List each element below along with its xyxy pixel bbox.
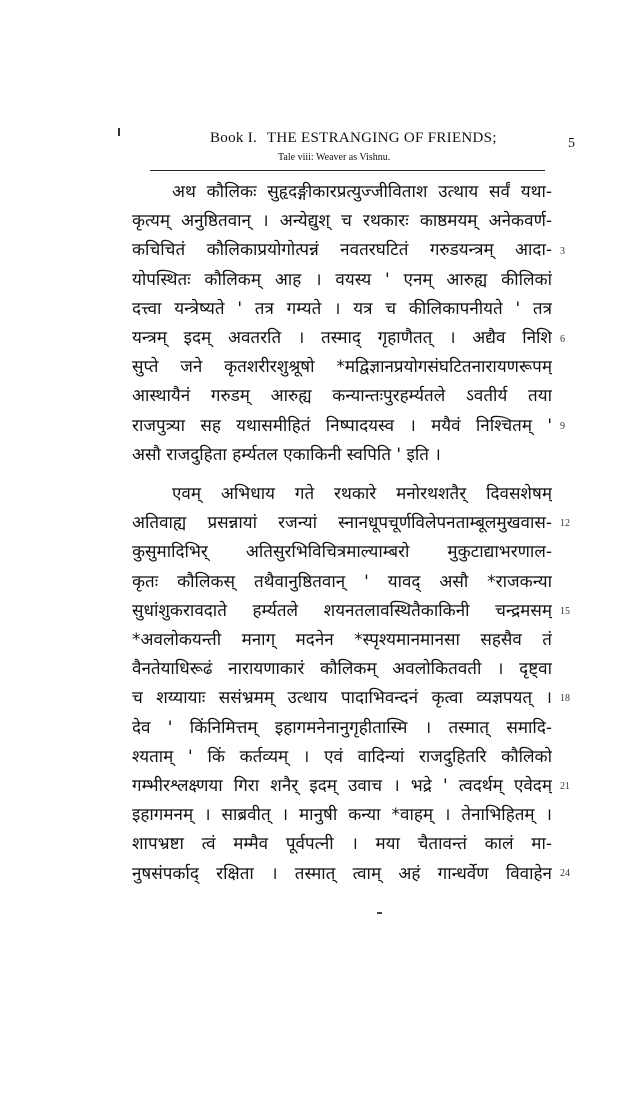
text-line: सुप्ते जने कृतशरीरशुश्रूषो *मद्विज्ञानप्रयोगसंघटितनारायणरूपम् [132, 357, 552, 378]
text-line: गम्भीरश्लक्ष्णया गिरा शनैर् इदम् उवाच । भद्रे ' त्वदर्थम् एवेदम् [132, 776, 552, 797]
text-line: यन्त्रम् इदम् अवतरति । तस्माद् गृहाणैतत् । अद्यैव निशि [132, 328, 552, 349]
line-number: 18 [560, 693, 570, 704]
text-line: इहागमनम् । साब्रवीत् । मानुषी कन्या *वाहम् । तेनाभिहितम् । [132, 805, 552, 826]
text-line: योपस्थितः कौलिकम् आह । वयस्य ' एनम् आरुह्य कीलिकां [132, 269, 552, 290]
text-line: एवम् अभिधाय गते रथकारे मनोरथशतैर् दिवसशेषम् [172, 484, 552, 505]
text-line: राजपुत्र्या सह यथासमीहितं निष्पादयस्व । मयैवं निश्चितम् ' [132, 415, 552, 436]
line-number: 6 [560, 334, 565, 345]
running-header [210, 130, 510, 147]
line-number: 21 [560, 781, 570, 792]
line-number: 3 [560, 246, 565, 257]
paragraph-gap [132, 470, 552, 480]
header-title: THE ESTRANGING OF FRIENDS; [266, 130, 497, 146]
text-line: श्यताम् ' किं कर्तव्यम् । एवं वादिन्यां राजदुहितरि कौलिको [132, 746, 552, 767]
text-line: असौ राजदुहिता हर्म्यतल एकाकिनी स्वपिति ' इति । [132, 444, 441, 465]
text-line: नुषसंपर्काद् रक्षिता । तस्मात् त्वाम् अहं गान्धर्वेण विवाहेन [132, 863, 552, 884]
text-line: आस्थायैनं गरुडम् आरुह्य कन्यान्तःपुरहर्म्यतले ऽवतीर्य तया [132, 386, 552, 407]
text-line: कृत्यम् अनुष्ठितवान् । अन्येद्युश् च रथकारः काष्ठमयम् अनेकवर्ण- [132, 211, 552, 232]
text-line: च शय्यायाः ससंभ्रमम् उत्थाय पादाभिवन्दनं कृत्वा व्यज्ञपयत् । [132, 688, 552, 709]
text-line: वैनतेयाधिरूढं नारायणाकारं कौलिकम् अवलोकितवती । दृष्ट्वा [132, 659, 552, 680]
text-line: कृतः कौलिकस् तथैवानुष्ठितवान् ' यावद् असौ *राजकन्या [132, 571, 552, 592]
text-line: शापभ्रष्टा त्वं मम्मैव पूर्वपत्नी । मया चैतावन्तं कालं मा- [132, 834, 552, 855]
text-line: सुधांशुकरावदाते हर्म्यतले शयनतलावस्थितैकाकिनी चन्द्रमसम् [132, 600, 552, 621]
text-line: कचिचितं कौलिकाप्रयोगोत्पन्नं नवतरघटितं गरुडयन्त्रम् आदा- [132, 240, 552, 261]
header-rule [150, 170, 545, 171]
line-number: 24 [560, 868, 570, 879]
text-line: देव ' किंनिमित्तम् इहागमनेनानुगृहीतास्मि । तस्मात् समादि- [132, 717, 552, 738]
sanskrit-text [132, 178, 552, 889]
text-line: अथ कौलिकः सुहृदङ्गीकारप्रत्युज्जीविताश उत्थाय सर्वं यथा- [172, 182, 552, 202]
page-number: 5 [568, 136, 575, 151]
ink-mark [377, 912, 382, 914]
line-number: 12 [560, 518, 570, 529]
text-line: *अवलोकयन्ती मनाग् मदनेन *स्पृश्यमानमानसा सहसैव तं [132, 630, 552, 651]
book-label: Book I. [210, 130, 258, 146]
tale-subtitle: Tale viii: Weaver as Vishnu. [278, 152, 391, 163]
text-line: अतिवाह्य प्रसन्नायां रजन्यां स्नानधूपचूर्णविलेपनताम्बूलमुखवास- [132, 513, 552, 534]
text-line: कुसुमादिभिर् अतिसुरभिविचित्रमाल्याम्बरो मुकुटाद्याभरणाल- [132, 542, 552, 563]
text-line: दत्त्वा यन्त्रेष्यते ' तत्र गम्यते । यत्र च कीलिकापनीयते ' तत्र [132, 298, 552, 319]
page-mark [118, 128, 120, 136]
line-number: 9 [560, 421, 565, 432]
line-number: 15 [560, 606, 570, 617]
